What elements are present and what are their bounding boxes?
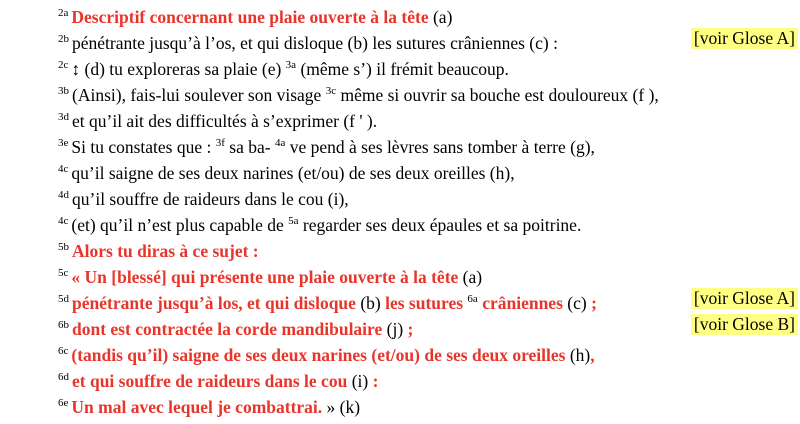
rubric-text: Un mal avec lequel je combattrai. bbox=[71, 397, 323, 417]
line-text: ↕ (d) tu exploreras sa plaie (e) bbox=[71, 59, 286, 79]
line-text: (c) bbox=[562, 293, 592, 313]
line-text: qu’il souffre de raideurs dans le cou (i), bbox=[72, 189, 349, 209]
gloss-link[interactable]: [voir Glose B] bbox=[691, 314, 798, 335]
line-reference: 6e bbox=[58, 397, 69, 409]
rubric-text: Alors tu diras à ce sujet : bbox=[72, 241, 259, 261]
line-reference: 4c bbox=[58, 215, 69, 227]
line-text: sa ba- bbox=[224, 137, 275, 157]
text-line bbox=[58, 210, 581, 236]
rubric-text: les sutures bbox=[385, 293, 464, 313]
text-line bbox=[58, 236, 259, 262]
line-reference: 5b bbox=[58, 241, 69, 253]
text-line bbox=[58, 392, 360, 418]
line-text: même si ouvrir sa bouche est douloureux (f ), bbox=[336, 85, 659, 105]
rubric-text: crâniennes bbox=[477, 293, 563, 313]
line-text: et qu’il ait des difficultés à s’exprimer (f ' ). bbox=[72, 111, 378, 131]
verse-marker: 3a bbox=[285, 59, 297, 71]
rubric-text: ; bbox=[591, 293, 597, 313]
text-line bbox=[58, 340, 595, 366]
text-line bbox=[58, 366, 378, 392]
line-reference: 6b bbox=[58, 319, 69, 331]
rubric-text: ; bbox=[407, 319, 414, 339]
line-text: (h) bbox=[565, 345, 591, 365]
line-text: Si tu constates que : bbox=[71, 137, 216, 157]
text-line bbox=[58, 54, 509, 80]
verse-marker: 3c bbox=[325, 85, 337, 97]
verse-marker: 4a bbox=[274, 137, 286, 149]
line-text: (et) qu’il n’est plus capable de bbox=[71, 215, 289, 235]
text-line bbox=[58, 262, 482, 288]
text-line bbox=[58, 2, 452, 28]
text-line bbox=[58, 314, 413, 340]
text-line bbox=[58, 80, 659, 106]
line-reference: 2b bbox=[58, 33, 69, 45]
rubric-text: pénétrante jusqu’à los, et qui disloque bbox=[72, 293, 356, 313]
text-line bbox=[58, 106, 377, 132]
line-reference: 3d bbox=[58, 111, 69, 123]
line-reference: 2c bbox=[58, 59, 69, 71]
line-reference: 5c bbox=[58, 267, 69, 279]
verse-marker: 3f bbox=[215, 137, 225, 149]
line-text: (a) bbox=[428, 7, 453, 27]
rubric-text: (tandis qu’il) saigne de ses deux narines (et/ou) de ses deux oreilles bbox=[71, 345, 566, 365]
text-line bbox=[58, 132, 595, 158]
line-reference: 3b bbox=[58, 85, 69, 97]
line-reference: 4d bbox=[58, 189, 69, 201]
verse-marker: 6a bbox=[467, 293, 478, 305]
line-text: (i) bbox=[347, 371, 373, 391]
rubric-text: dont est contractée la corde mandibulaire bbox=[72, 319, 383, 339]
rubric-text: et qui souffre de raideurs dans le cou bbox=[72, 371, 348, 391]
text-line bbox=[58, 28, 558, 54]
verse-marker: 5a bbox=[288, 215, 299, 227]
gloss-link[interactable]: [voir Glose A] bbox=[691, 28, 798, 49]
line-text: (même s’) il frémit beaucoup. bbox=[296, 59, 509, 79]
line-text: ve pend à ses lèvres sans tomber à terre (g), bbox=[285, 137, 595, 157]
line-text: » (k) bbox=[322, 397, 361, 417]
line-reference: 6c bbox=[58, 345, 69, 357]
line-text: (b) bbox=[355, 293, 386, 313]
line-reference: 4c bbox=[58, 163, 69, 175]
rubric-text: , bbox=[590, 345, 595, 365]
line-text: (j) bbox=[382, 319, 408, 339]
rubric-text: Descriptif concernant une plaie ouverte à la tête bbox=[71, 7, 429, 27]
gloss-link[interactable]: [voir Glose A] bbox=[691, 288, 798, 309]
line-reference: 6d bbox=[58, 371, 69, 383]
line-text: (a) bbox=[458, 267, 483, 287]
rubric-text: : bbox=[372, 371, 379, 391]
text-line bbox=[58, 288, 597, 314]
line-text: qu’il saigne de ses deux narines (et/ou) de ses deux oreilles (h), bbox=[71, 163, 515, 183]
line-reference: 2a bbox=[58, 7, 69, 19]
line-reference: 3e bbox=[58, 137, 69, 149]
line-text: pénétrante jusqu’à l’os, et qui disloque (b) les sutures crâniennes (c) : bbox=[72, 33, 558, 53]
line-reference: 5d bbox=[58, 293, 69, 305]
line-text: regarder ses deux épaules et sa poitrine. bbox=[298, 215, 582, 235]
rubric-text: « Un [blessé] qui présente une plaie ouverte à la tête bbox=[71, 267, 459, 287]
text-line bbox=[58, 184, 349, 210]
line-text: (Ainsi), fais-lui soulever son visage bbox=[72, 85, 326, 105]
text-line bbox=[58, 158, 515, 184]
